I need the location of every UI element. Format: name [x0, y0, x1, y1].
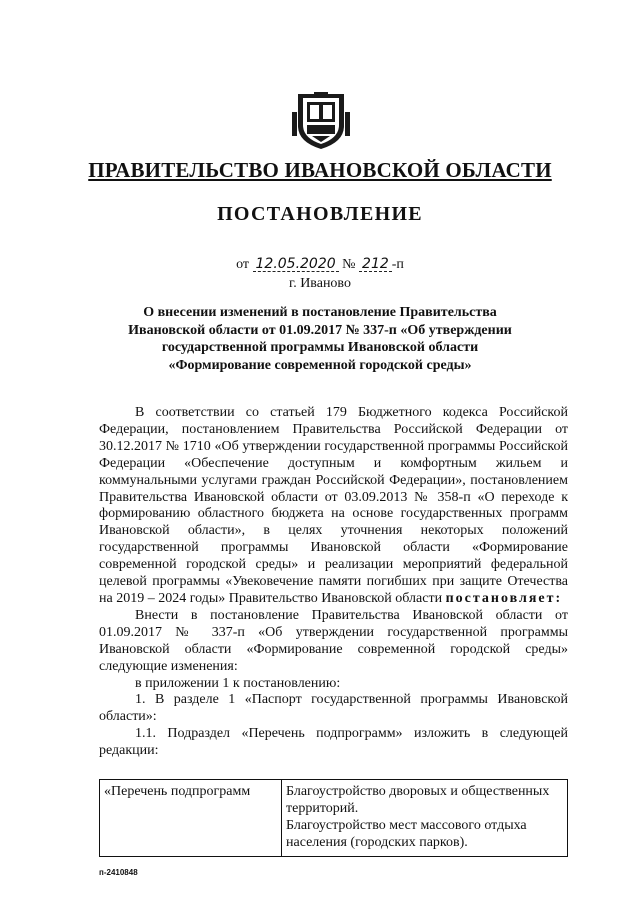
decree-word: постановляет: [445, 590, 563, 606]
number-sign: № [342, 257, 356, 272]
document-number: 212 [359, 258, 392, 272]
document-code: п-2410848 [99, 868, 138, 877]
subprogram-2: Благоустройство мест массового отдыха населения (городских парков). [286, 817, 527, 850]
document-type: ПОСТАНОВЛЕНИЕ [217, 203, 423, 225]
subprogram-1: Благоустройство дворовых и общественных территорий. [286, 784, 550, 816]
city: г. Иваново [289, 276, 351, 291]
coat-of-arms-icon [292, 92, 350, 150]
table-row [100, 780, 568, 857]
document-body [99, 405, 568, 760]
table-value-cell [282, 780, 568, 857]
paragraph-section1: 1. В разделе 1 «Паспорт государственной программы Ивановской области»: [99, 692, 568, 725]
paragraph-amend: Внести в постановление Правительства Ивановской области от 01.09.2017 № 337-п «Об утверждении государственной программы Ивановской области «Формирование современной городской среды» следующие изменения: [99, 607, 568, 674]
document-subject: О внесении изменений в постановление Правительства Ивановской области от 01.09.2017 № 337-п «Об утверждении государственной программы Ивановской области «Формирование современной городской среды» [128, 305, 512, 373]
table-label-cell: «Перечень подпрограмм [100, 780, 282, 857]
date-number-line [60, 257, 580, 273]
paragraph-preamble [99, 405, 568, 608]
subprograms-table [99, 779, 568, 857]
number-suffix: -п [391, 257, 404, 272]
paragraph-subsection: 1.1. Подраздел «Перечень подпрограмм» изложить в следующей редакции: [99, 726, 568, 759]
preamble-text: В соответствии со статьей 179 Бюджетного кодекса Российской Федерации, постановлением Правительства Российской Федерации от 30.12.2017 № 1710 «Об утверждении государственной программы Российской Федерации «Обеспечение доступным и комфортным жильем и коммунальными услугами граждан Российской Федерации», постановлением Правительства Ивановской области от 03.09.2013 № 358-п «О переходе к формированию областного бюджета на основе государственных программ Ивановской области», в целях уточнения некоторых положений государственной программы Ивановской области «Формирование современной городской среды» и реализации мероприятий федеральной целевой программы «Увековечение памяти погибших при защите Отечества на 2019 – 2024 годы» Правительство Ивановской области [99, 405, 568, 606]
document-date: 12.05.2020 [253, 258, 339, 272]
paragraph-appendix: в приложении 1 к постановлению: [135, 675, 341, 691]
government-title: ПРАВИТЕЛЬСТВО ИВАНОВСКОЙ ОБЛАСТИ [88, 158, 552, 182]
date-prefix: от [236, 257, 249, 272]
